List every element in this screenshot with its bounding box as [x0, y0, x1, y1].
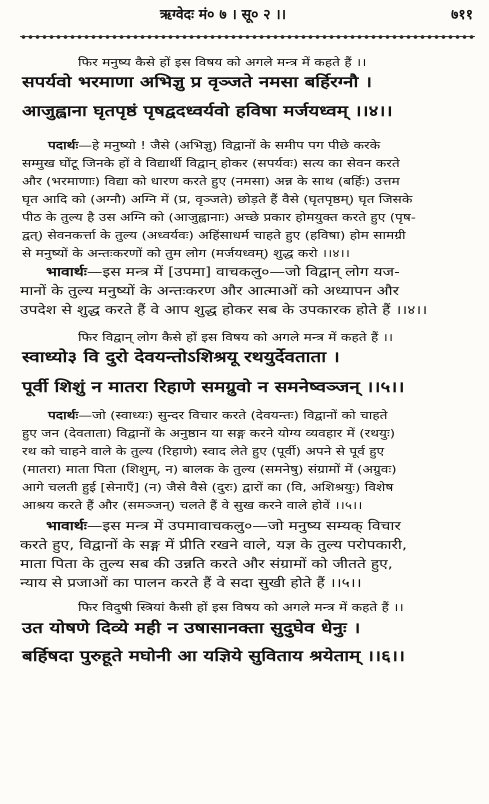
- commentary-line: [22, 500, 362, 511]
- line-text: रथ को चाहने वाले के तुल्य (रिहाणे) स्वाद लेते हुए (पूर्वी) अपने से पूर्व हुए: [22, 445, 385, 458]
- line-text: करते हुए, विद्वानों के सङ्ग में प्रीति रखने वाले, यज्ञ के तुल्य परोपकारी,: [20, 537, 407, 552]
- intro-line: [78, 602, 404, 613]
- line-text: आजुह्वाना घृतपृष्ठं पृषद्वदध्वर्यवो हविषा मर्जयध्वम् ।।४।।: [22, 102, 393, 120]
- section-label: भावार्थः: [46, 518, 87, 533]
- mantra-line: [22, 104, 393, 119]
- bhavarth-line: [20, 285, 399, 298]
- line-text: —जो (स्वाध्यः) सुन्दर विचार करते (देवयन्तः) विद्वानों को चाहते: [78, 409, 388, 422]
- line-text: उपदेश से शुद्ध करते हैं वे आप शुद्ध होकर सब के उपकारक होते हैं ।।४।।: [20, 302, 428, 317]
- commentary-line: [22, 248, 350, 259]
- page-number: ७११: [451, 7, 473, 23]
- line-text: पीठ के तुल्य है उस अग्नि को (आजुह्वानाः) अच्छे प्रकार होमयुक्त करते हुए (पृष-: [22, 211, 416, 224]
- commentary-line: [22, 212, 416, 223]
- bhavarth-line: [46, 520, 401, 533]
- line-text: आश्रय करते हैं और (समञ्जन्) चलते हैं वे सुख करने वाले होवें ।।५।।: [22, 499, 363, 512]
- commentary-line: [22, 482, 393, 493]
- section-label: भावार्थः: [46, 264, 87, 279]
- commentary-line: [22, 446, 384, 457]
- section-label: पदार्थः: [48, 409, 79, 422]
- bhavarth-line: [20, 304, 427, 317]
- line-text: बर्हिषदा पुरुहूते मघोनी आ यज्ञिये सुविताय श्रयेताम् ।।६।।: [22, 647, 406, 665]
- line-text: उत योषणे दिव्ये मही न उषासानक्ता सुदुघेव धेनुः ।: [22, 619, 361, 637]
- intro-line: [78, 57, 366, 68]
- commentary-line: [22, 176, 400, 187]
- header-rule: [20, 33, 475, 41]
- line-text: और (भरमाणाः) विद्या को धारण करते हुए (नमसा) अन्न के साथ (बर्हिः) उत्तम: [22, 175, 400, 188]
- section-label: पदार्थः: [48, 139, 79, 152]
- line-text: सम्मुख घोंटू जिनके हों वे विद्यार्थी विद्वान् होकर (सपर्यवः) सत्य का सेवन करते: [22, 157, 400, 170]
- line-text: फिर विद्वान् लोग कैसे हों इस विषय को अगले मन्त्र में कहते हैं ।।: [78, 331, 394, 344]
- line-text: फिर विदुषी स्त्रियां कैसी हों इस विषय को अगले मन्त्र में कहते हैं ।।: [78, 601, 404, 614]
- intro-line: [78, 332, 393, 343]
- line-text: (मातरा) माता पिता (शिशुम्, न) बालक के तुल्य (समनेषु) संग्रामों में (अग्रुवः): [22, 463, 397, 476]
- mantra-line: [22, 621, 360, 636]
- line-text: —हे मनुष्यो ! जैसे (अभिज्ञु) विद्वानों के समीप पग पीछे करके: [78, 139, 381, 152]
- line-text: हुए जन (देवताता) विद्वानों के अनुष्ठान या सङ्ग करने योग्य व्यवहार में (रथयुः): [22, 427, 396, 440]
- header-title: ऋग्वेदः मं० ७ । सू० २ ।।: [160, 7, 287, 23]
- commentary-line: [22, 158, 400, 169]
- bhavarth-line: [20, 558, 393, 571]
- mantra-line: [22, 649, 405, 664]
- line-text: —इस मन्त्र में उपमावाचकलु०—जो मनुष्य सम्यक् विचार: [86, 518, 401, 533]
- mantra-line: [22, 350, 340, 365]
- line-text: पूर्वी शिशुं न मातरा रिहाणे समग्रुवो न समनेष्वञ्जन् ।।५।।: [22, 378, 405, 396]
- commentary-line: [22, 428, 395, 439]
- line-text: माता पिता के तुल्य सब की उन्नति करते और संग्रामों को जीतते हुए,: [20, 556, 393, 571]
- commentary-line: [48, 410, 387, 421]
- bhavarth-line: [46, 266, 400, 279]
- line-text: घृत आदि को (अग्नौ) अग्नि में (प्र, वृञ्जते) छोड़ते हैं वैसे (घृतपृष्ठम्) घृत जिसके: [22, 193, 413, 206]
- mantra-line: [22, 75, 372, 90]
- commentary-line: [22, 464, 397, 475]
- line-text: से मनुष्यों के अन्तःकरणों को तुम लोग (मर्जयध्वम्) शुद्ध करो ।।४।।: [22, 247, 350, 260]
- line-text: मानों के तुल्य मनुष्यों के अन्तःकरण और आत्माओं को अध्यापन और: [20, 283, 400, 298]
- bhavarth-line: [20, 577, 362, 590]
- line-text: आगे चलती हुई [सेनाएँ] (न) जैसे वैसे (दुरः) द्वारों का (वि, अशिश्रयुः) विशेष: [22, 481, 394, 494]
- commentary-line: [48, 140, 380, 151]
- line-text: सपर्यवो भरमाणा अभिज्ञु प्र वृञ्जते नमसा बर्हिरग्नौ ।: [22, 73, 372, 91]
- mantra-line: [22, 380, 404, 395]
- bhavarth-line: [20, 539, 407, 552]
- line-text: स्वाध्यो३ वि दुरो देवयन्तोऽशिश्रयू रथयुर्देवताता ।: [22, 348, 340, 366]
- line-text: न्याय से प्रजाओं का पालन करते हैं वे सदा सुखी होते हैं ।।५।।: [20, 575, 362, 590]
- commentary-line: [22, 230, 406, 241]
- line-text: द्वत्) सेवनकर्त्ता के तुल्य (अध्वर्यवः) अहिंसाधर्म चाहते हुए (हविषा) होम सामग्री: [22, 229, 406, 242]
- line-text: —इस मन्त्र में [उपमा] वाचकलु०—जो विद्वान् लोग यज-: [86, 264, 400, 279]
- line-text: फिर मनुष्य कैसे हों इस विषय को अगले मन्त्र में कहते हैं ।।: [78, 56, 367, 69]
- commentary-line: [22, 194, 412, 205]
- running-header: [0, 5, 489, 31]
